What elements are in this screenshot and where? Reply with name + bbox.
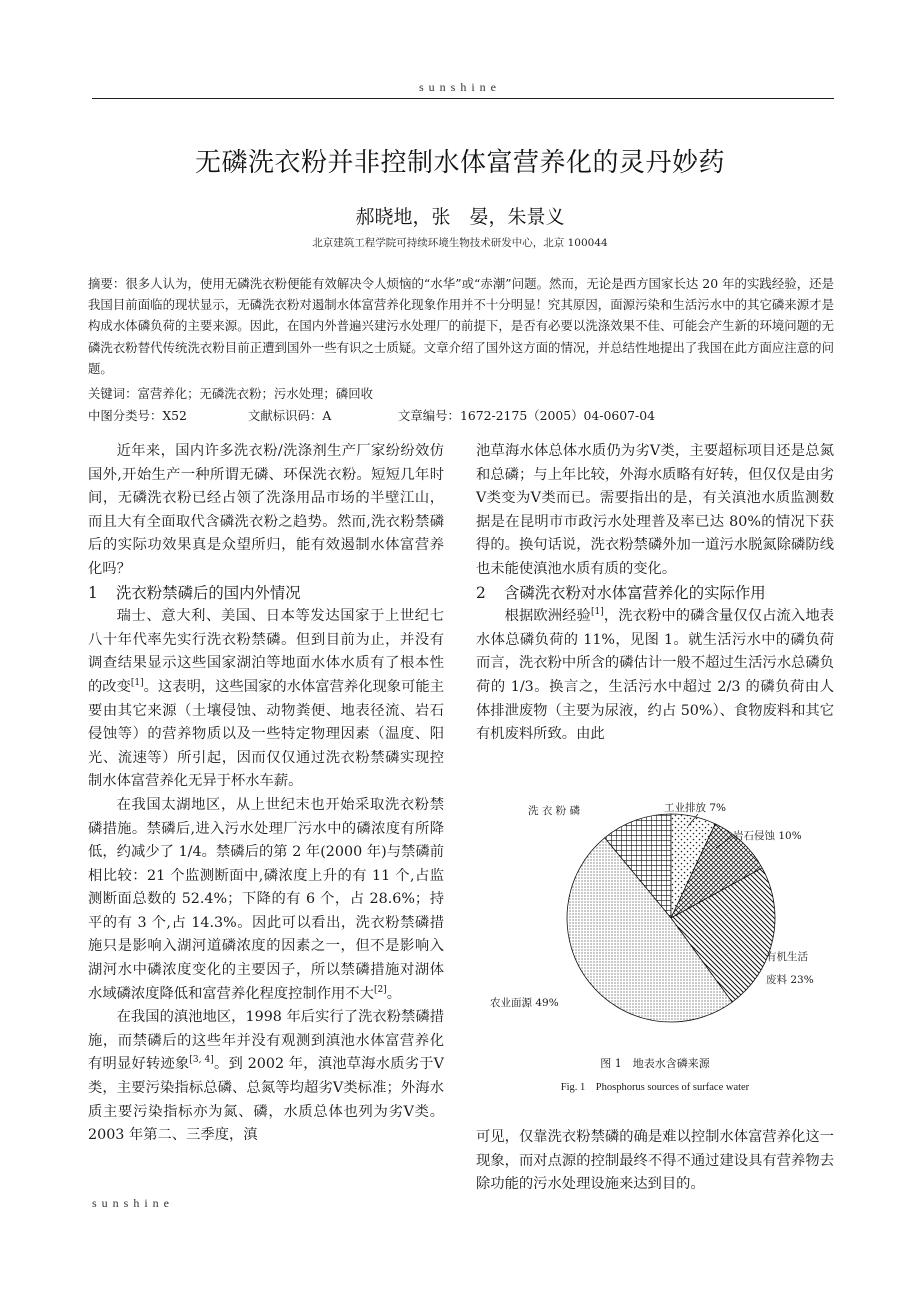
pie-chart (476, 790, 834, 1050)
paragraph-5: 可见，仅靠洗衣粉禁磷的确是难以控制水体富营养化这一现象，而对点源的控制最终不得不通过建设具有营养物去除功能的污水处理设施来达到目的。 (476, 1129, 834, 1193)
pie-label-2: 岩石侵蚀 10% (733, 830, 802, 842)
paragraph-3-text-a: 在我国的滇池地区，1998 年后实行了洗衣粉禁磷措施，而禁磷后的这些年并没有观测到滇池水体富营养化有明显好转迹象 (88, 1009, 444, 1073)
paragraph-2-text-b: 。 (386, 985, 401, 1002)
paragraph-1-text-b: 。这表明，这些国家的水体富营养化现象可能主要由其它来源（土壤侵蚀、动物粪便、地表径流、岩石侵蚀等）的营养物质以及一些特定物理因素（温度、阳光、流速等）所引起，因而仅仅通过洗衣粉禁磷实现控制水体富营养化无异于杯水车薪。 (88, 678, 444, 790)
pie-label-3-line2: 废料 23% (766, 974, 814, 986)
paragraph-3-continued: 池草海水体总体水质仍为劣V类，主要超标项目还是总氮和总磷；与上年比较，外海水质略有好转，但仅仅是由劣V类变为V类而已。需要指出的是，有关滇池水质监测数据是在昆明市市政污水处理普及率已达 80%的情况下获得的。换句话说，洗衣粉禁磷外加一道污水脱氮除磷防线也未能使滇池水质有质的变化。 (476, 443, 834, 577)
clc-number: 中图分类号：X52 (88, 408, 187, 423)
section-2-heading (476, 582, 834, 606)
paragraph-4 (476, 605, 834, 747)
paragraph-1-text-a: 瑞士、意大利、美国、日本等发达国家于上世纪七八十年代率先实行洗衣粉禁磷。但到目前为止，并没有调查结果显示这些国家湖泊等地面水体水质有了根本性的改变 (88, 608, 444, 695)
paragraph-3-text-b: 。到 2002 年，滇池草海水质劣于V类，主要污染指标总磷、总氮等均超劣V类标准；外海水质主要污染指标亦为氮、磷，水质总体也列为劣Ⅴ类。2003 年第二、三季度，滇 (88, 1056, 444, 1144)
paragraph-1 (88, 605, 444, 794)
citation-1[interactable]: [1] (130, 678, 144, 689)
section-1-title: 洗衣粉禁磷后的国内外情况 (116, 583, 301, 602)
section-1-heading (88, 582, 444, 606)
pie-label-0: 洗 衣 粉 磷 (528, 805, 581, 817)
article-number: 文章编号：1672-2175（2005）04-0607-04 (398, 408, 655, 423)
keywords: 关键词：富营养化；无磷洗衣粉；污水处理；磷回收 (88, 386, 373, 401)
paragraph-3 (88, 1006, 444, 1148)
section-2-title: 含磷洗衣粉对水体富营养化的实际作用 (504, 583, 766, 602)
paragraph-4-text-a: 根据欧洲经验 (504, 608, 591, 625)
left-column (88, 440, 444, 1148)
paragraph-2-text-a: 在我国太湖地区，从上世纪末也开始采取洗衣粉禁磷措施。禁磷后,进入污水处理厂污水中的磷浓度有所降低，约减少了 1/4。禁磷后的第 2 年(2000 年)与禁磷前相比较：21 个监测断面中,磷浓度上升的有 11 个,占监测断面总数的 52.4%；下降的有 6 个，占 28.6%；持平的有 3 个,占 14.3%。因此可以看出，洗衣粉禁磷措施只是影响入湖河道磷浓度的因素之一，但不是影响入湖河水中磷浓度变化的主要因子，所以禁磷措施对湖体水域磷浓度降低和富营养化程度控制作用不大 (88, 796, 444, 1002)
figure-1 (476, 790, 834, 1100)
running-head-bottom: sunshine (92, 1196, 174, 1210)
paragraph-2 (88, 794, 444, 1006)
pie-label-1: 工业排放 7% (664, 802, 726, 814)
citation-3[interactable]: [3, 4] (189, 1055, 214, 1066)
right-column (476, 440, 834, 747)
citation-4[interactable]: [1] (590, 607, 604, 618)
right-column-bottom (476, 1126, 834, 1197)
document-code: 文献标识码：A (248, 408, 332, 423)
paragraph-4-text-b: ，洗衣粉中的磷含量仅仅占流入地表水体总磷负荷的 11%，见图 1。就生活污水中的磷负荷而言，洗衣粉中所含的磷估计一般不超过生活污水总磷负荷的 1/3。换言之，生活污水中超过 2/3 的磷负荷由人体排泄废物（主要为尿液，约占 50%）、食物废料和其它有机废料所致。由此 (476, 608, 835, 743)
figure-caption-en: Fig. 1 Phosphorus sources of surface water (560, 1082, 750, 1093)
section-2-number: 2 (476, 583, 486, 602)
running-head-top: sunshine (419, 80, 501, 94)
paper-title: 无磷洗衣粉并非控制水体富营养化的灵丹妙药 (194, 148, 725, 178)
pie-label-3-line1: 有机生活 (766, 951, 808, 963)
pie-label-4: 农业面源 49% (490, 997, 559, 1009)
pie-slices (567, 814, 775, 1022)
intro-paragraph: 近年来，国内许多洗衣粉/洗涤剂生产厂家纷纷效仿国外,开始生产一种所谓无磷、环保洗衣粉。短短几年时间，无磷洗衣粉已经占领了洗涤用品市场的半壁江山，而且大有全面取代含磷洗衣粉之趋势。然而,洗衣粉禁磷后的实际功效果真是众望所归，能有效遏制水体富营养化吗？ (88, 443, 444, 577)
section-1-number: 1 (88, 583, 98, 602)
paper-authors: 郝晓地，张 晏，朱景义 (355, 206, 565, 228)
figure-caption-cn: 图 1 地表水含磷来源 (600, 1057, 710, 1070)
abstract: 摘要：很多人认为，使用无磷洗衣粉便能有效解决令人烦恼的“水华”或“赤潮”问题。然而，无论是西方国家长达 20 年的实践经验，还是我国目前面临的现状显示，无磷洗衣粉对遏制水体富营养化现象作用并不十分明显！究其原因，面源污染和生活污水中的其它磷来源才是构成水体磷负荷的主要来源。因此，在国内外普遍兴建污水处理厂的前提下，是否有必要以洗涤效果不佳、可能会产生新的环境问题的无磷洗衣粉替代传统洗衣粉目前正遭到国外一些有识之士质疑。文章介绍了国外这方面的情况，并总结性地提出了我国在此方面应注意的问题。 (88, 276, 834, 376)
classification-line (88, 406, 834, 424)
citation-2[interactable]: [2] (373, 984, 387, 995)
paper-affiliation: 北京建筑工程学院可持续环境生物技术研发中心，北京 100044 (312, 237, 608, 249)
header-rule (92, 98, 834, 99)
